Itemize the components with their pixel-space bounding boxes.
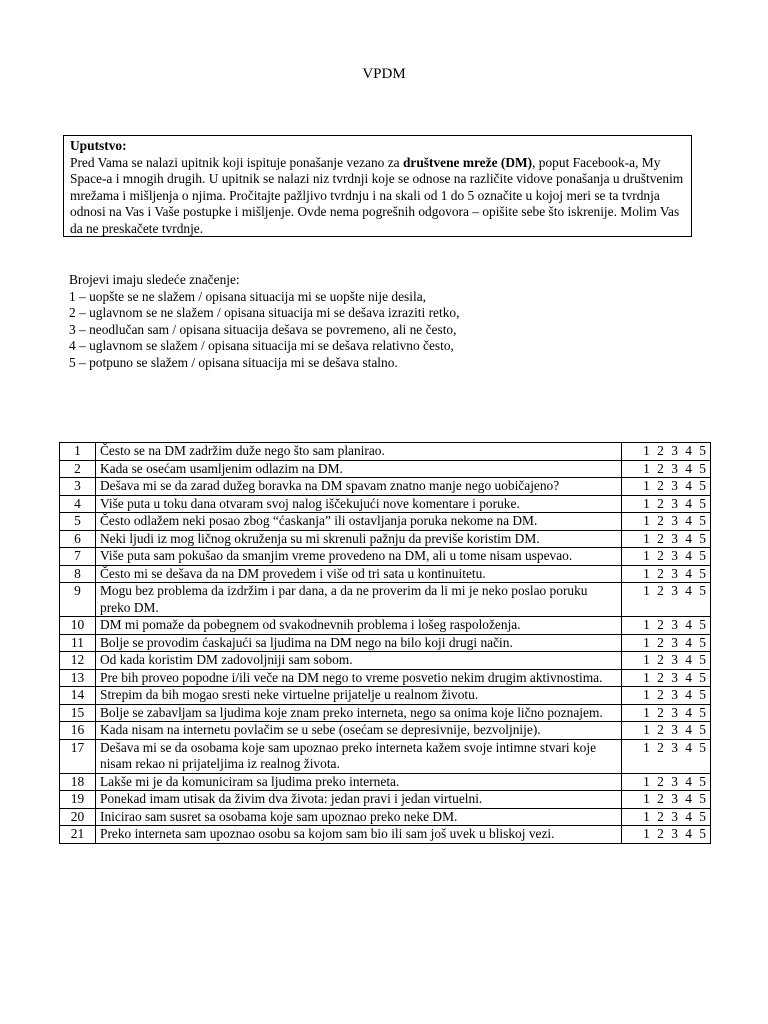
table-row	[60, 808, 711, 826]
instructions-text-bold: društvene mreže (DM)	[402, 154, 533, 170]
rating-scale[interactable]: 1 2 3 4 5	[622, 826, 711, 844]
table-row	[60, 478, 711, 496]
item-number: 15	[60, 704, 96, 722]
item-statement: Kada se osećam usamljenim odlazim na DM.	[96, 460, 622, 478]
rating-scale[interactable]: 1 2 3 4 5	[622, 808, 711, 826]
table-row	[60, 460, 711, 478]
items-table	[59, 442, 711, 844]
rating-scale[interactable]: 1 2 3 4 5	[622, 478, 711, 496]
item-statement: Inicirao sam susret sa osobama koje sam upoznao preko neke DM.	[96, 808, 622, 826]
item-statement: Više puta sam pokušao da smanjim vreme provedeno na DM, ali u tome nisam uspevao.	[96, 548, 622, 566]
table-row	[60, 548, 711, 566]
item-number: 19	[60, 791, 96, 809]
rating-scale[interactable]: 1 2 3 4 5	[622, 530, 711, 548]
item-statement: Lakše mi je da komuniciram sa ljudima preko interneta.	[96, 773, 622, 791]
instructions-box	[63, 135, 692, 237]
table-row	[60, 443, 711, 461]
table-row	[60, 583, 711, 617]
item-number: 7	[60, 548, 96, 566]
item-number: 18	[60, 773, 96, 791]
table-row	[60, 513, 711, 531]
table-row	[60, 669, 711, 687]
table-row	[60, 634, 711, 652]
rating-scale[interactable]: 1 2 3 4 5	[622, 634, 711, 652]
table-row	[60, 687, 711, 705]
rating-scale[interactable]: 1 2 3 4 5	[622, 652, 711, 670]
table-row	[60, 495, 711, 513]
item-number: 20	[60, 808, 96, 826]
instructions-text-start: Pred Vama se nalazi upitnik koji ispituje ponašanje vezano za	[70, 154, 403, 170]
rating-scale[interactable]: 1 2 3 4 5	[622, 583, 711, 617]
legend-line: 4 – uglavnom se slažem / opisana situacija mi se dešava relativno često,	[69, 338, 454, 354]
item-statement: Strepim da bih mogao sresti neke virtuelne prijatelje u realnom životu.	[96, 687, 622, 705]
item-statement: Više puta u toku dana otvaram svoj nalog iščekujući nove komentare i poruke.	[96, 495, 622, 513]
item-statement: Preko interneta sam upoznao osobu sa kojom sam bio ili sam još uvek u bliskoj vezi.	[96, 826, 622, 844]
item-number: 10	[60, 617, 96, 635]
instructions-text	[70, 155, 685, 238]
item-number: 4	[60, 495, 96, 513]
item-number: 5	[60, 513, 96, 531]
item-number: 1	[60, 443, 96, 461]
item-statement: DM mi pomaže da pobegnem od svakodnevnih problema i lošeg raspoloženja.	[96, 617, 622, 635]
items-table-body	[60, 443, 711, 844]
rating-scale[interactable]: 1 2 3 4 5	[622, 617, 711, 635]
item-number: 2	[60, 460, 96, 478]
item-statement: Često mi se dešava da na DM provedem i više od tri sata u kontinuitetu.	[96, 565, 622, 583]
rating-scale[interactable]: 1 2 3 4 5	[622, 460, 711, 478]
rating-scale[interactable]: 1 2 3 4 5	[622, 669, 711, 687]
scale-legend	[69, 272, 459, 372]
item-number: 3	[60, 478, 96, 496]
document-title: VPDM	[362, 66, 406, 82]
item-number: 6	[60, 530, 96, 548]
item-number: 17	[60, 739, 96, 773]
legend-line: 2 – uglavnom se ne slažem / opisana situacija mi se dešava izraziti retko,	[69, 305, 460, 321]
item-statement: Kada nisam na internetu povlačim se u sebe (osećam se depresivnije, bezvoljnije).	[96, 722, 622, 740]
item-number: 16	[60, 722, 96, 740]
table-row	[60, 617, 711, 635]
item-number: 12	[60, 652, 96, 670]
item-statement: Neki ljudi iz mog ličnog okruženja su mi skrenuli pažnju da previše koristim DM.	[96, 530, 622, 548]
item-statement: Bolje se zabavljam sa ljudima koje znam preko interneta, nego sa onima koje lično poznajem.	[96, 704, 622, 722]
item-statement: Ponekad imam utisak da živim dva života: jedan pravi i jedan virtuelni.	[96, 791, 622, 809]
table-row	[60, 704, 711, 722]
rating-scale[interactable]: 1 2 3 4 5	[622, 443, 711, 461]
rating-scale[interactable]: 1 2 3 4 5	[622, 791, 711, 809]
rating-scale[interactable]: 1 2 3 4 5	[622, 565, 711, 583]
legend-line: 3 – neodlučan sam / opisana situacija dešava se povremeno, ali ne često,	[69, 321, 457, 337]
rating-scale[interactable]: 1 2 3 4 5	[622, 722, 711, 740]
table-row	[60, 826, 711, 844]
table-row	[60, 791, 711, 809]
table-row	[60, 652, 711, 670]
item-statement: Često se na DM zadržim duže nego što sam planirao.	[96, 443, 622, 461]
legend-line: 5 – potpuno se slažem / opisana situacija mi se dešava stalno.	[69, 354, 398, 370]
table-row	[60, 773, 711, 791]
item-number: 8	[60, 565, 96, 583]
instructions-text-end: , poput Facebook-a, My Space-a i mnogih drugih. U upitnik se nalazi niz tvrdnji koje se odnose na različite vidove ponašanja u društvenim mrežama i mišljenja o njima. Pročitajte pažljivo tvrdnju i na skali od 1 do 5 označite u kojoj meri se ta tvrdnja odnosi na Vas i Vaše postupke i mišljenje. Ovde nema pogrešnih odgovora – opišite sebe što iskrenije. Molim Vas da ne preskačete tvrdnje.	[70, 154, 684, 236]
item-number: 21	[60, 826, 96, 844]
rating-scale[interactable]: 1 2 3 4 5	[622, 687, 711, 705]
item-number: 13	[60, 669, 96, 687]
item-statement: Dešava mi se da osobama koje sam upoznao preko interneta kažem svoje intimne stvari koje nisam rekao ni prijateljima iz realnog života.	[96, 739, 622, 773]
rating-scale[interactable]: 1 2 3 4 5	[622, 495, 711, 513]
item-number: 11	[60, 634, 96, 652]
rating-scale[interactable]: 1 2 3 4 5	[622, 548, 711, 566]
rating-scale[interactable]: 1 2 3 4 5	[622, 739, 711, 773]
rating-scale[interactable]: 1 2 3 4 5	[622, 773, 711, 791]
rating-scale[interactable]: 1 2 3 4 5	[622, 704, 711, 722]
item-statement: Mogu bez problema da izdržim i par dana, a da ne proverim da li mi je neko poslao poruku preko DM.	[96, 583, 622, 617]
item-statement: Bolje se provodim ćaskajući sa ljudima na DM nego na bilo koji drugi način.	[96, 634, 622, 652]
item-number: 9	[60, 583, 96, 617]
table-row	[60, 530, 711, 548]
table-row	[60, 722, 711, 740]
item-number: 14	[60, 687, 96, 705]
table-row	[60, 565, 711, 583]
instructions-heading: Uputstvo:	[70, 138, 127, 153]
legend-intro: Brojevi imaju sledeće značenje:	[69, 272, 240, 287]
item-statement: Pre bih proveo popodne i/ili veče na DM nego to vreme posvetio nekim drugim aktivnostima.	[96, 669, 622, 687]
rating-scale[interactable]: 1 2 3 4 5	[622, 513, 711, 531]
item-statement: Često odlažem neki posao zbog “ćaskanja” ili ostavljanja poruka nekome na DM.	[96, 513, 622, 531]
legend-line: 1 – uopšte se ne slažem / opisana situacija mi se uopšte nije desila,	[69, 288, 426, 304]
item-statement: Od kada koristim DM zadovoljniji sam sobom.	[96, 652, 622, 670]
item-statement: Dešava mi se da zarad dužeg boravka na DM spavam znatno manje nego uobičajeno?	[96, 478, 622, 496]
table-row	[60, 739, 711, 773]
